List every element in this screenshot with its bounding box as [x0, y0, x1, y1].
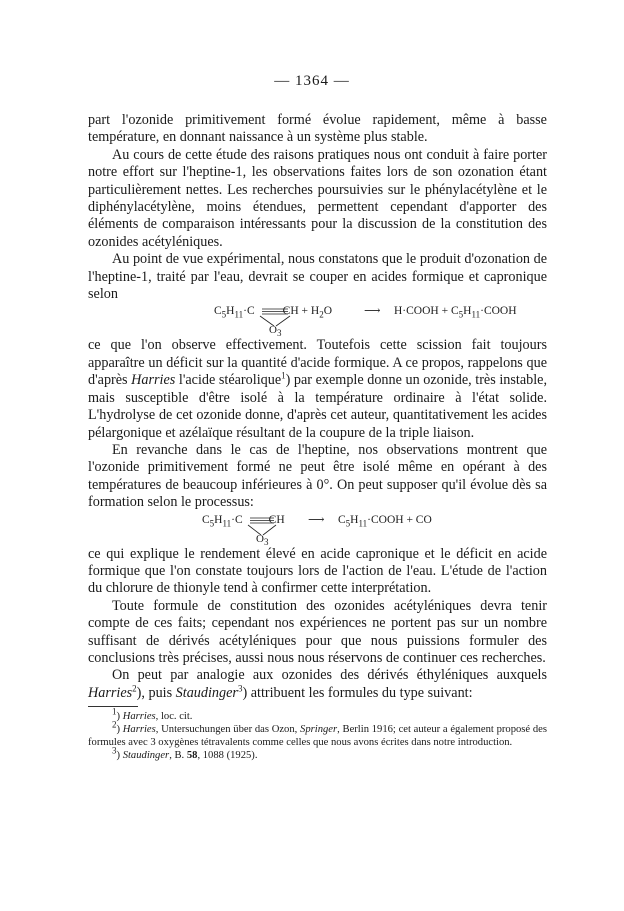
- paragraph: ce qui explique le rendement élevé en acide capronique et le déficit en acide formique que l'on constate toujours lors de l'action de l'eau. L'étude de l'action du chlorure de thionyle tend à confirmer cette interprétation.: [88, 545, 547, 597]
- footnote: $^1$) Harries, loc. cit.: [112, 706, 193, 723]
- author-name: Staudinger: [175, 684, 238, 701]
- paragraph: part l'ozonide primitivement formé évolue rapidement, même à basse température, en donnant naissance à un système plus stable.: [88, 112, 547, 146]
- paragraph: Au cours de cette étude des raisons pratiques nous ont conduit à faire porter notre effort sur l'heptine-1, les observations faites lors de son ozonation étant particulièrement nettes. Les recherches poursuivies sur le phénylacétylène et le diphénylacétylène, moins étendues, permettent cependant d'apporter des éléments de comparaison intéressants pour la discussion de la constitution des ozonides acétyléniques.: [88, 146, 547, 250]
- footnotes: [88, 706, 547, 762]
- paragraph: Toute formule de constitution des ozonides acétyléniques devra tenir compte de ces faits; cependant nos expériences ne portent pas sur un nombre suffisant de dérivés acétyléniques pour que nous puissions formuler des conclusions très précises, aussi nous nous réservons de continuer ces recherches.: [88, 597, 547, 666]
- paragraph: ce que l'on observe effectivement. Toutefois cette scission fait toujours apparaître un déficit sur la quantité d'acide formique. A ce propos, rappelons que d'après Harries l'acide stéarolique$^1$) par exemple donne un ozonide, très instable, mais susceptible d'être isolé à la température ordinaire à l'état solide. L'hydrolyse de cet ozonide donne, d'après cet auteur, quantitativement les acides pélargonique et azélaïque résultant de la coupure de la triple liaison.: [88, 337, 547, 441]
- footnote: $^2$) Harries, Untersuchungen über das Ozon, Springer, Berlin 1916; cet auteur a également proposé des formules avec 3 oxygènes tétravalents comme celles que nous avons écrites dans notre introduction.: [88, 719, 547, 749]
- ozone-label: $O_3$: [269, 324, 282, 339]
- paragraph: On peut par analogie aux ozonides des dérivés éthyléniques auxquels Harries$^2$), puis Staudinger$^3$) attribuent les formules du type suivant:: [88, 667, 547, 701]
- footnote: $^3$) Staudinger, B. 58, 1088 (1925).: [112, 745, 258, 762]
- page-number: — 1364 —: [274, 73, 350, 89]
- body-text: [88, 112, 547, 762]
- equation-products: $C_5H_{11}\cdot COOH$ + CO: [338, 513, 432, 528]
- paragraph: En revanche dans le cas de l'heptine, nos observations montrent que l'ozonide primitivement formé ne peut être isolé même en opérant à des températures de beaucoup inférieures à 0°. On peut supposer qu'il évolue dès sa formation selon le processus:: [88, 441, 547, 511]
- equation-reactants: $C_5H_{11}\cdot C$ CH: [202, 513, 285, 528]
- ozone-label: $O_3$: [256, 532, 269, 547]
- paragraph: Au point de vue expérimental, nous constatons que le produit d'ozonation de l'heptine-1, traité par l'eau, devrait se couper en acides formique et capronique selon: [88, 251, 547, 303]
- author-name: Harries: [131, 372, 176, 389]
- equation-arrow: ⟶: [364, 305, 381, 318]
- footnote-ref: 3: [237, 683, 243, 694]
- footnote-ref: 1: [281, 370, 286, 381]
- footnote-ref: 2: [132, 683, 137, 694]
- reaction-equation-2: [88, 512, 547, 546]
- reaction-equation-1: [88, 303, 547, 337]
- equation-arrow: ⟶: [308, 513, 325, 526]
- equation-reactants: $C_5H_{11}\cdot C$ CH + $H_2O$: [214, 305, 332, 320]
- author-name: Harries: [88, 684, 133, 701]
- equation-products: H·COOH + $C_5H_{11}\cdot COOH$: [394, 305, 517, 320]
